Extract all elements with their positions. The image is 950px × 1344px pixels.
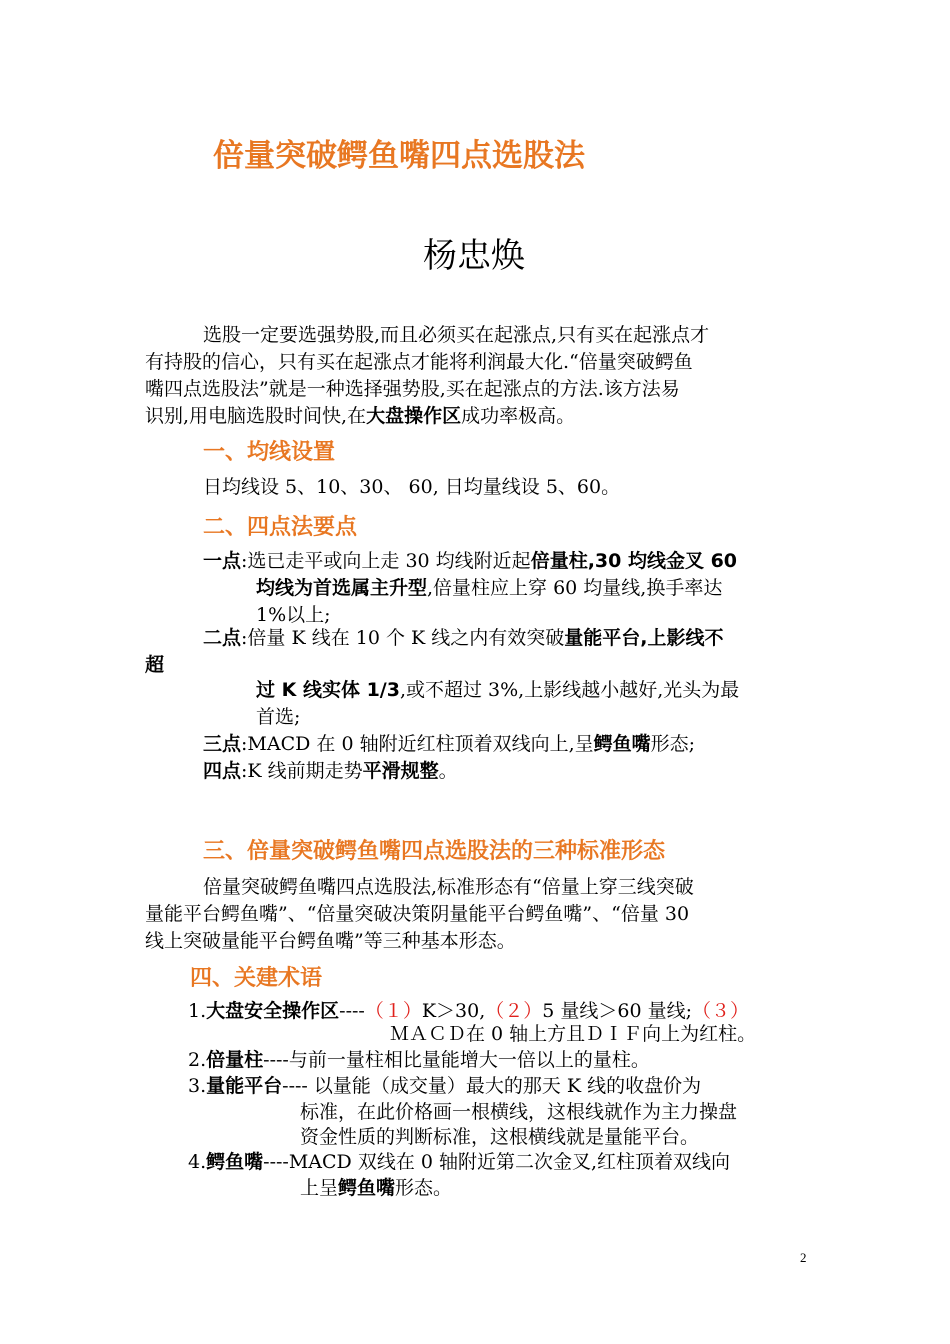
term-text: ----与前一量柱相比量能增大一倍以上的量柱。 xyxy=(263,1049,650,1071)
ma-settings-text: 日均线设 5、10、30、 60, 日均量线设 5、60。 xyxy=(203,476,621,498)
term-text: K＞30, xyxy=(421,1000,486,1022)
point-text: :K 线前期走势 xyxy=(241,760,363,782)
intro-line: 有持股的信心，只有买在起涨点才能将利润最大化.“倍量突破鳄鱼 xyxy=(145,351,693,373)
point-three-line xyxy=(203,731,695,758)
point-text: 。 xyxy=(438,760,458,782)
term-one-line: ＭＡＣＤ在 0 轴上方且ＤＩＦ向上为红柱。 xyxy=(390,1023,757,1045)
page-number: 2 xyxy=(800,1250,807,1265)
point-label: 三点 xyxy=(203,733,242,755)
point-bold-text: 倍量柱,30 均线金叉 60 xyxy=(530,550,738,572)
point-text: :MACD 在 0 轴附近红柱顶着双线向上,呈 xyxy=(241,733,594,755)
intro-text: 成功率极高。 xyxy=(461,405,576,427)
point-two-line: 首选; xyxy=(256,706,301,728)
point-label: 二点 xyxy=(203,627,242,649)
document-title: 倍量突破鳄鱼嘴四点选股法 xyxy=(213,138,585,174)
intro-line: 嘴四点选股法”就是一种选择强势股,买在起涨点的方法.该方法易 xyxy=(145,378,680,400)
condition-marker: （３） xyxy=(692,1000,750,1022)
term-text: ----MACD 双线在 0 轴附近第二次金叉,红柱顶着双线向 xyxy=(263,1151,731,1173)
term-number: 1. xyxy=(188,1000,207,1022)
point-bold-text: 过 K 线实体 1/3 xyxy=(256,679,400,701)
term-four-line xyxy=(300,1175,452,1202)
author-name: 杨忠焕 xyxy=(423,236,525,276)
point-label: 一点 xyxy=(203,550,242,572)
term-number: 2. xyxy=(188,1049,207,1071)
term-name: 量能平台 xyxy=(206,1075,283,1097)
point-one-line xyxy=(256,575,722,602)
point-one-line: 1%以上; xyxy=(256,604,331,626)
point-two-wrap: 超 xyxy=(145,654,165,676)
point-four-line xyxy=(203,758,458,785)
term-three-line: 标准，在此价格画一根横线，这根线就作为主力操盘 xyxy=(300,1101,738,1123)
point-text: :倍量 K 线在 10 个 K 线之内有效突破 xyxy=(241,627,565,649)
condition-marker: （１） xyxy=(364,1000,422,1022)
point-one-line xyxy=(203,548,737,575)
section-heading: 二、四点法要点 xyxy=(203,515,358,540)
point-bold-text: 量能平台,上影线不 xyxy=(564,627,724,649)
patterns-line: 倍量突破鳄鱼嘴四点选股法,标准形态有“倍量上穿三线突破 xyxy=(203,876,694,898)
term-name: 倍量柱 xyxy=(206,1049,264,1071)
point-bold-text: 平滑规整 xyxy=(362,760,439,782)
intro-text: 识别,用电脑选股时间快,在 xyxy=(145,405,367,427)
point-bold-text: 均线为首选属主升型 xyxy=(256,577,428,599)
term-number: 3. xyxy=(188,1075,207,1097)
intro-line: 选股一定要选强势股,而且必须买在起涨点,只有买在起涨点才 xyxy=(203,324,710,346)
term-name: 大盘安全操作区 xyxy=(206,1000,340,1022)
term-text: ---- xyxy=(339,1000,365,1022)
term-name: 鳄鱼嘴 xyxy=(206,1151,264,1173)
point-text: ,倍量柱应上穿 60 均量线,换手率达 xyxy=(427,577,723,599)
term-text: ---- 以量能（成交量）最大的那天 K 线的收盘价为 xyxy=(282,1075,702,1097)
condition-marker: （２） xyxy=(485,1000,543,1022)
patterns-line: 线上突破量能平台鳄鱼嘴”等三种基本形态。 xyxy=(145,930,516,952)
point-label: 四点 xyxy=(203,760,242,782)
term-number: 4. xyxy=(188,1151,207,1173)
section-heading: 一、均线设置 xyxy=(203,440,336,465)
point-text: :选已走平或向上走 30 均线附近起 xyxy=(241,550,531,572)
point-text: 形态; xyxy=(650,733,696,755)
term-text: 上呈 xyxy=(300,1177,339,1199)
section-heading: 四、关建术语 xyxy=(190,966,323,991)
term-three-line: 资金性质的判断标准，这根横线就是量能平台。 xyxy=(300,1126,700,1148)
point-two-line xyxy=(203,625,723,652)
intro-line xyxy=(145,403,575,430)
term-two-line xyxy=(188,1047,650,1074)
term-three-line xyxy=(188,1073,701,1100)
section-heading: 三、倍量突破鳄鱼嘴四点选股法的三种标准形态 xyxy=(203,839,666,864)
term-text: 形态。 xyxy=(395,1177,453,1199)
point-text: ,或不超过 3%,上影线越小越好,光头为最 xyxy=(399,679,740,701)
point-bold-text: 鳄鱼嘴 xyxy=(593,733,651,755)
patterns-line: 量能平台鳄鱼嘴”、“倍量突破决策阴量能平台鳄鱼嘴”、“倍量 30 xyxy=(145,903,690,925)
term-four-line xyxy=(188,1149,730,1176)
term-text: 5 量线＞60 量线; xyxy=(542,1000,693,1022)
term-bold-text: 鳄鱼嘴 xyxy=(338,1177,396,1199)
point-two-line xyxy=(256,677,739,704)
intro-bold-term: 大盘操作区 xyxy=(366,405,462,427)
